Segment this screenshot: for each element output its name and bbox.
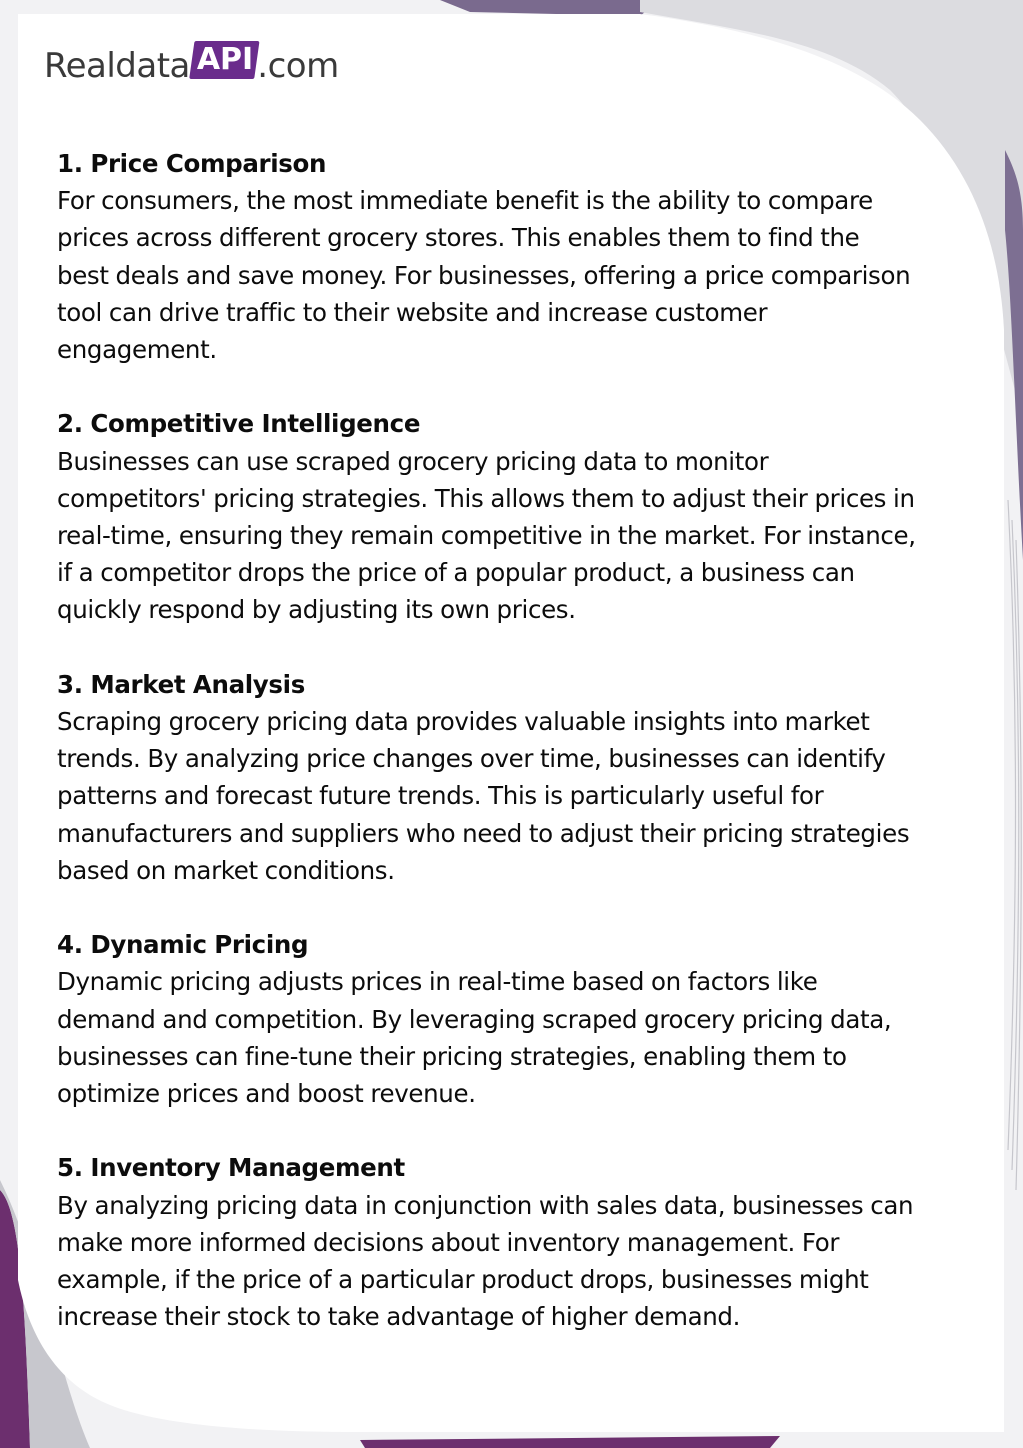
section-body: Businesses can use scraped grocery pricing data to monitor competitors' pricing strategies. This allows them to adjust their prices in real-time, ensuring they remain competitive in the market. For instance, if a competitor drops the price of a popular product, a business can quickly respond by adjusting its own prices. bbox=[57, 446, 916, 625]
article-content bbox=[57, 145, 917, 1335]
section-dynamic-pricing bbox=[57, 926, 917, 1112]
section-heading: 2. Competitive Intelligence bbox=[57, 409, 421, 439]
section-body: For consumers, the most immediate benefit is the ability to compare prices across different grocery stores. This enables them to find the best deals and save money. For businesses, offering a price comparison tool can drive traffic to their website and increase customer engagement. bbox=[57, 186, 911, 365]
section-price-comparison bbox=[57, 145, 917, 368]
section-body: Scraping grocery pricing data provides valuable insights into market trends. By analyzing price changes over time, businesses can identify patterns and forecast future trends. This is particularly useful for manufacturers and suppliers who need to adjust their pricing strategies based on market conditions. bbox=[57, 707, 910, 885]
section-body: Dynamic pricing adjusts prices in real-time based on factors like demand and competition. By leveraging scraped grocery pricing data, businesses can fine-tune their pricing strategies, enabling them to optimize prices and boost revenue. bbox=[57, 967, 892, 1109]
section-heading: 3. Market Analysis bbox=[57, 669, 305, 699]
section-heading: 4. Dynamic Pricing bbox=[57, 930, 309, 960]
section-heading: 1. Price Comparison bbox=[57, 149, 327, 178]
section-inventory-management bbox=[57, 1149, 917, 1335]
top-purple-ribbon bbox=[440, 0, 660, 16]
logo-text-left: Realdata bbox=[44, 46, 190, 86]
bottom-purple-band bbox=[360, 1436, 780, 1448]
section-body: By analyzing pricing data in conjunction with sales data, businesses can make more informed decisions about inventory management. For example, if the price of a particular product drops, businesses might increase their stock to take advantage of higher demand. bbox=[57, 1190, 914, 1332]
brand-logo bbox=[44, 40, 339, 92]
logo-api-badge bbox=[189, 41, 260, 79]
section-competitive-intelligence bbox=[57, 405, 917, 628]
logo-badge-text: API bbox=[196, 42, 254, 77]
logo-text-right: .com bbox=[257, 46, 339, 86]
section-market-analysis bbox=[57, 666, 917, 889]
section-heading: 5. Inventory Management bbox=[57, 1153, 405, 1183]
right-texture bbox=[1008, 500, 1021, 1190]
